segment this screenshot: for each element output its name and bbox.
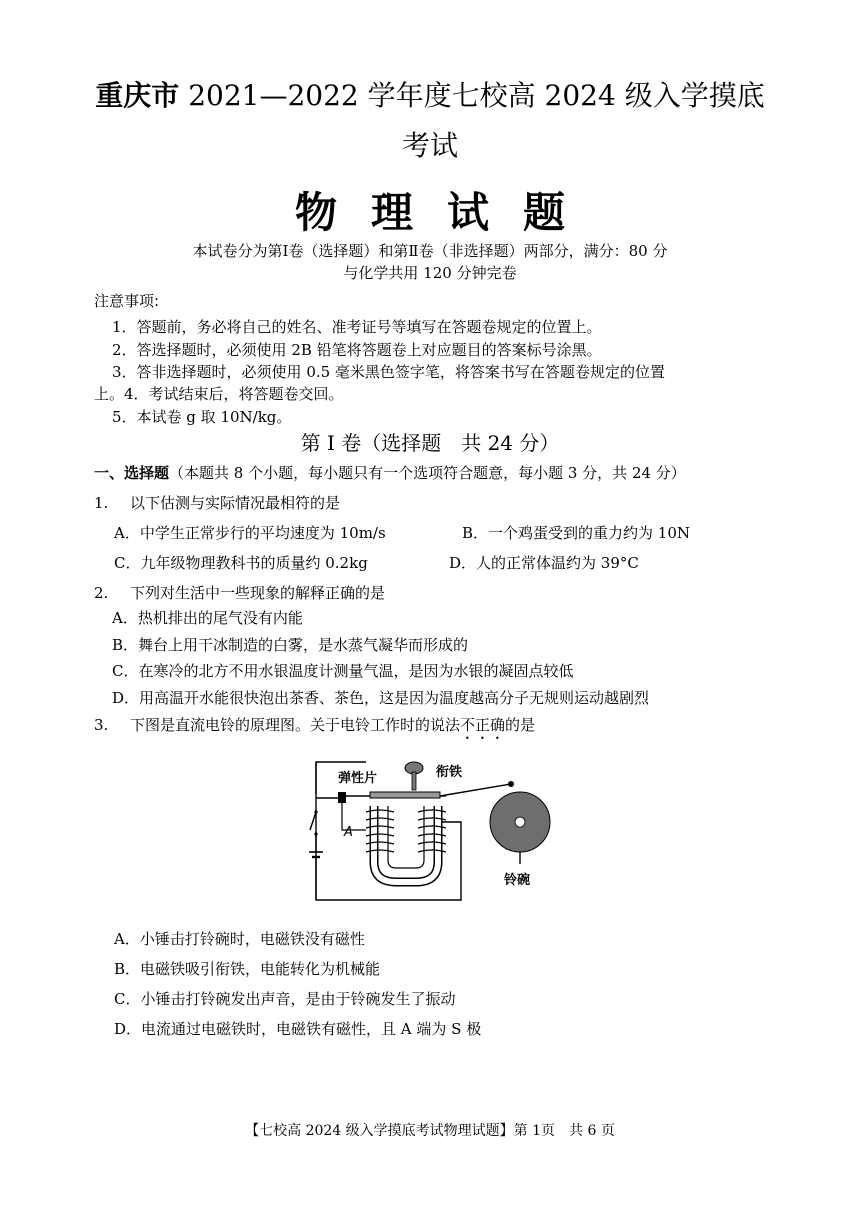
title-city: 重庆市 [95, 79, 180, 112]
option-c: C．在寒冷的北方不用水银温度计测量气温，是因为水银的凝固点较低 [112, 662, 574, 680]
armature [370, 792, 440, 798]
notice-heading: 注意事项: [94, 292, 160, 310]
option-a: A．小锤击打铃碗时，电磁铁没有磁性 [114, 930, 365, 948]
part-label: 一、选择题 [94, 464, 170, 482]
question-number: 2. [94, 584, 109, 602]
intro-line1: 本试卷分为第Ⅰ卷（选择题）和第Ⅱ卷（非选择题）两部分，满分：80 分 [192, 242, 668, 260]
question-number: 3. [94, 716, 109, 734]
option-b: B．一个鸡蛋受到的重力约为 10N [462, 524, 691, 542]
question-text: 下列对生活中一些现象的解释正确的是 [130, 584, 386, 602]
electric-bell-diagram [296, 752, 566, 902]
contact-block [338, 792, 346, 803]
option-b: B．舞台上用干冰制造的白雾，是水蒸气凝华而形成的 [112, 636, 469, 654]
label-end-a: A [344, 825, 353, 840]
option-d: D．用高温开水能很快泡出茶香、茶色，这是因为温度越高分子无规则运动越剧烈 [112, 689, 650, 707]
label-spring: 弹性片 [338, 771, 378, 786]
question-text: 以下估测与实际情况最相符的是 [130, 494, 341, 512]
subject-title: 物理试题 [294, 188, 599, 237]
option-c: C．九年级物理教科书的质量约 0.2kg [114, 554, 368, 572]
hammer-arm [440, 784, 511, 796]
option-d: D．电流通过电磁铁时，电磁铁有磁性，且 A 端为 S 极 [114, 1020, 482, 1038]
question-text: 下图是直流电铃的原理图。关于电铃工作时的说法 [130, 716, 461, 734]
part-heading [94, 462, 686, 483]
notice-item: 5．本试卷 g 取 10N/kg。 [112, 408, 292, 426]
label-bell-bowl: 铃碗 [504, 873, 531, 888]
label-armature: 衔铁 [436, 765, 463, 780]
page-footer: 【七校高 2024 级入学摸底考试物理试题】第 1页 共 6 页 [245, 1123, 615, 1139]
option-a: A．中学生正常步行的平均速度为 10m/s [114, 524, 386, 542]
question-text-end: 的是 [505, 716, 536, 734]
option-a: A．热机排出的尾气没有内能 [112, 609, 303, 627]
question-2-stem [94, 582, 385, 603]
notice-item: 3．答非选择题时，必须使用 0.5 毫米黑色签字笔，将答案书写在答题卷规定的位置 [112, 363, 665, 381]
hammer [508, 781, 514, 787]
section-title: 第 Ⅰ 卷（选择题 共 24 分） [300, 431, 560, 455]
exam-title-line2: 考试 [401, 129, 458, 162]
question-3-stem [94, 714, 535, 743]
title-rest: 2021—2022 学年度七校高 2024 级入学摸底 [179, 79, 765, 112]
notice-item: 上。4．考试结束后，将答题卷交回。 [94, 385, 344, 403]
emphasis-text: 不正确 [460, 716, 506, 734]
notice-item: 2．答选择题时，必须使用 2B 铅笔将答题卷上对应题目的答案标号涂黑。 [112, 341, 602, 359]
question-1-stem [94, 492, 340, 513]
part-desc: （本题共 8 个小题，每小题只有一个选项符合题意，每小题 3 分，共 24 分） [169, 464, 686, 482]
notice-item: 1．答题前，务必将自己的姓名、准考证号等填写在答题卷规定的位置上。 [112, 318, 602, 336]
intro-line2: 与化学共用 120 分钟完卷 [343, 264, 517, 282]
option-c: C．小锤击打铃碗发出声音，是由于铃碗发生了振动 [114, 990, 456, 1008]
switch [310, 812, 316, 830]
electromagnet-core [374, 806, 438, 882]
option-d: D．人的正常体温约为 39°C [449, 554, 639, 572]
question-number: 1. [94, 494, 109, 512]
option-b: B．电磁铁吸引衔铁，电能转化为机械能 [114, 960, 381, 978]
exam-title-line1 [0, 78, 860, 114]
